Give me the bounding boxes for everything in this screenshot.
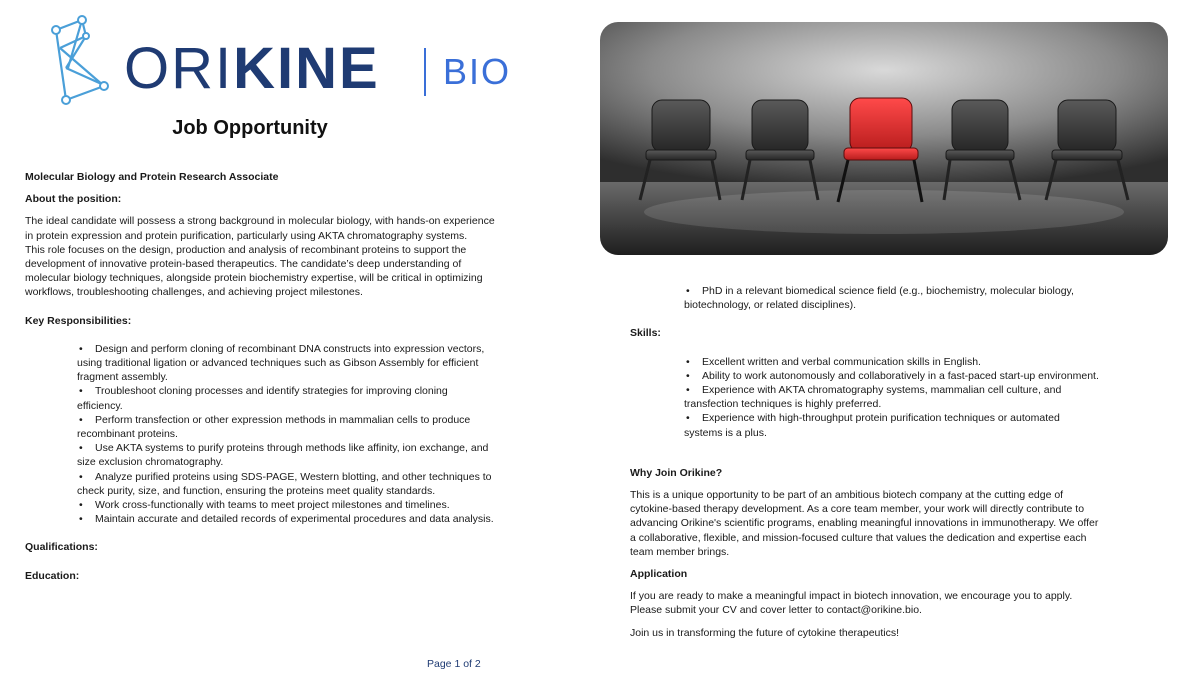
orikine-logo	[44, 8, 514, 108]
bullet-dot: •	[79, 442, 83, 455]
network-k-icon	[44, 8, 134, 108]
bullet-dot: •	[79, 413, 83, 426]
qualifications-heading: Qualifications:	[25, 541, 98, 554]
why-join-paragraph: This is a unique opportunity to be part of an ambitious biotech company at the cutting edge of cytokine-based therapy development. As a core team member, your work will directly contribute to advancing Orikine's scientific programs, enabling meaningful innovations in immunotherapy. We offer a collaborative, flexible, and mission-focused culture that values the dedication and expertise each team member brings.	[630, 489, 1099, 558]
bullet-dot: •	[79, 513, 83, 526]
skills-heading: Skills:	[630, 327, 661, 340]
education-list	[630, 284, 1100, 312]
bullet-dot: •	[79, 499, 83, 512]
responsibilities-list	[25, 342, 495, 527]
bullet-dot: •	[79, 470, 83, 483]
application-paragraph: If you are ready to make a meaningful impact in biotech innovation, we encourage you to apply. Please submit your CV and cover letter to contact@orikine.bio.	[630, 590, 1073, 617]
bullet-dot: •	[79, 385, 83, 398]
list-item: • Experience with AKTA chromatography systems, mammalian cell culture, and transfection techniques is highly preferred.	[684, 384, 1062, 411]
bullet-dot: •	[686, 355, 690, 368]
skills-list	[630, 355, 1100, 440]
list-item: • Perform transfection or other expression methods in mammalian cells to produce recombinant proteins.	[77, 413, 471, 441]
bullet-dot: •	[686, 384, 690, 397]
logo-divider	[424, 48, 426, 96]
list-item: • Maintain accurate and detailed records of experimental procedures and data analysis.	[79, 513, 494, 526]
list-item: • Use AKTA systems to purify proteins through methods like affinity, ion exchange, and size exclusion chromatography.	[77, 442, 489, 469]
bullet-dot: •	[79, 342, 83, 355]
about-paragraph-1: The ideal candidate will possess a strong background in molecular biology, with hands-on experience in protein expression and protein purification, particularly using AKTA chromatography systems.	[25, 215, 495, 242]
bullet-dot: •	[686, 369, 690, 382]
page-number: Page 1 of 2	[427, 658, 481, 670]
logo-bio-text: BIO	[443, 51, 512, 92]
list-item: • PhD in a relevant biomedical science field (e.g., biochemistry, molecular biology, biotechnology, or related disciplines).	[684, 285, 1074, 312]
list-item: • Ability to work autonomously and collaboratively in a fast-paced start-up environment.	[686, 369, 1099, 382]
page-title: Job Opportunity	[172, 117, 328, 139]
bullet-dot: •	[686, 285, 690, 297]
list-item: • Troubleshoot cloning processes and identify strategies for improving cloning efficiency.	[77, 385, 448, 412]
list-item: • Work cross-functionally with teams to meet project milestones and timelines.	[79, 499, 450, 512]
bullet-dot: •	[686, 412, 690, 425]
application-heading: Application	[630, 568, 688, 581]
logo-wordmark	[124, 36, 380, 101]
list-item: • Excellent written and verbal communication skills in English.	[686, 355, 981, 368]
about-heading: About the position:	[25, 193, 122, 206]
chairs-illustration	[600, 22, 1168, 255]
list-item: • Experience with high-throughput protein purification techniques or automated systems is a plus.	[684, 412, 1060, 439]
education-heading: Education:	[25, 569, 80, 582]
list-item: • Analyze purified proteins using SDS-PAGE, Western blotting, and other techniques to check purity, size, and function, ensuring the proteins meet quality standards.	[77, 470, 492, 497]
role-title: Molecular Biology and Protein Research Associate	[25, 171, 279, 183]
why-join-heading: Why Join Orikine?	[630, 466, 723, 479]
closing-line: Join us in transforming the future of cytokine therapeutics!	[630, 626, 900, 639]
about-paragraph-2: This role focuses on the design, production and analysis of recombinant proteins to support the development of innovative protein-based therapeutics. The candidate’s deep understanding of molecular biology techniques, alongside protein biochemistry expertise, will be critical in optimizing workflows, troubleshooting challenges, and achieving project milestones.	[25, 243, 483, 299]
logo-ori-text: ORI	[124, 36, 234, 101]
hero-photo-chairs	[600, 22, 1168, 255]
logo-kine-text: KINE	[233, 36, 380, 101]
responsibilities-heading: Key Responsibilities:	[25, 314, 132, 327]
list-item: • Design and perform cloning of recombinant DNA constructs into expression vectors, using traditional ligation or advanced techniques such as Gibson Assembly for efficient fragment assembly.	[77, 342, 485, 384]
